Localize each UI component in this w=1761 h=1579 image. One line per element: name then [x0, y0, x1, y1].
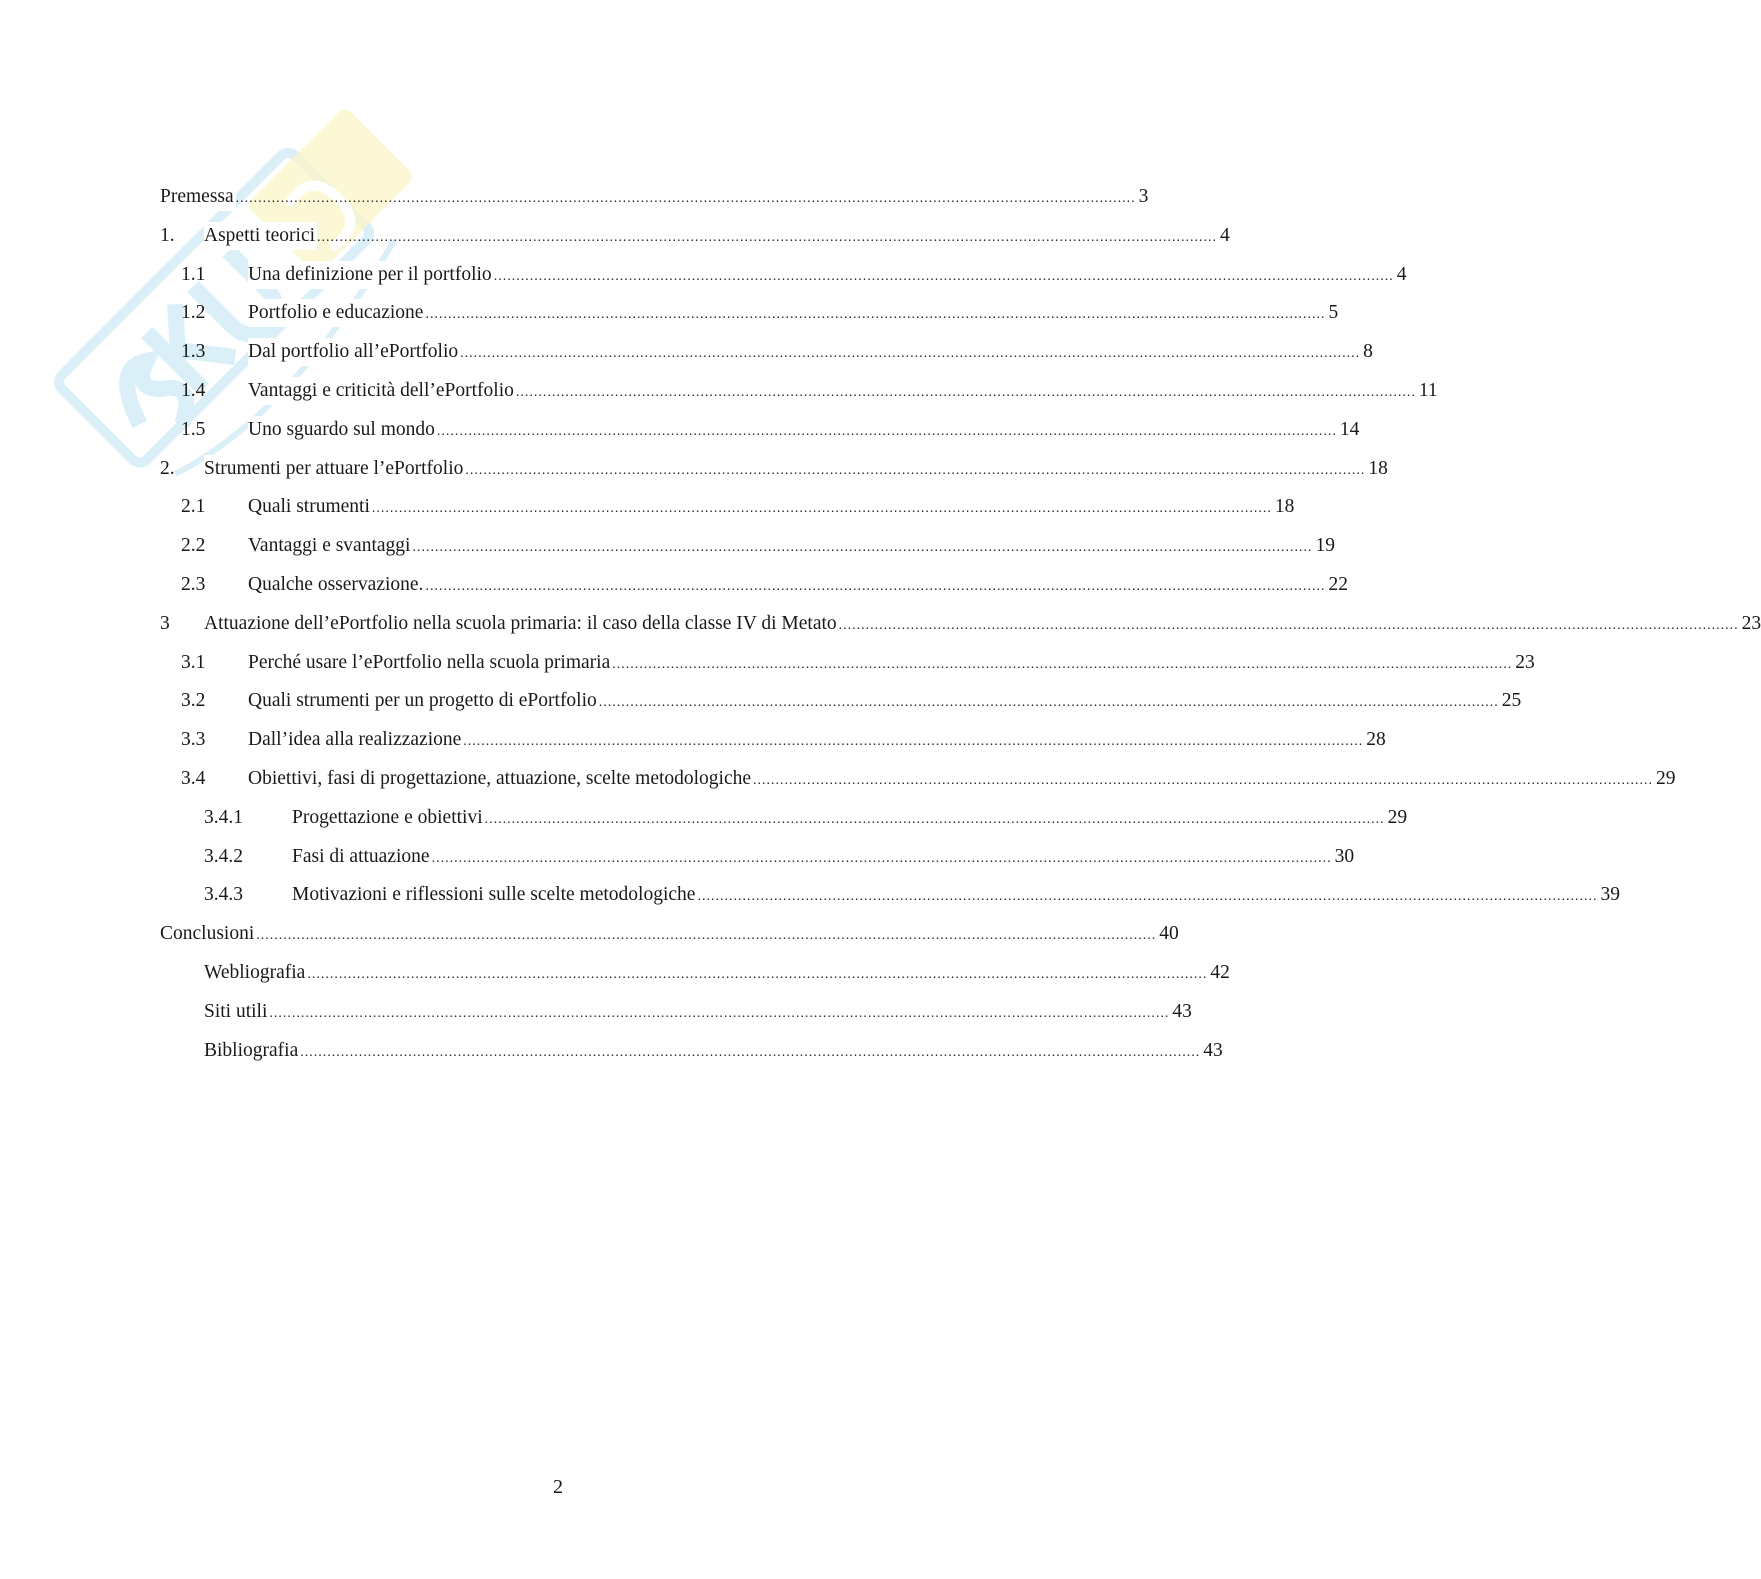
toc-entry[interactable]: [160, 998, 1192, 1037]
toc-entry[interactable]: [160, 377, 1438, 416]
toc-entry-title: Uno sguardo sul mondo: [248, 416, 437, 444]
toc-entry-page: 8: [1360, 338, 1373, 366]
toc-entry[interactable]: [160, 726, 1386, 765]
toc-entry-title: Fasi di attuazione: [292, 843, 432, 871]
toc-entry-title: Siti utili: [204, 998, 269, 1026]
toc-entry-page: 30: [1332, 843, 1355, 871]
toc-entry-page: 43: [1200, 1037, 1223, 1065]
toc-entry-page: 23: [1739, 610, 1761, 638]
toc-dot-leader: ........................................................................................................................................................................................................: [697, 889, 1598, 905]
toc-entry-title: Attuazione dell’ePortfolio nella scuola primaria: il caso della classe IV di Metato: [204, 610, 839, 638]
toc-entry[interactable]: [160, 183, 1149, 222]
toc-entry[interactable]: [160, 571, 1348, 610]
toc-dot-leader: ........................................................................................................................................................................................................: [753, 772, 1654, 788]
toc-dot-leader: ........................................................................................................................................................................................................: [300, 1044, 1201, 1060]
toc-dot-leader: ........................................................................................................................................................................................................: [317, 229, 1218, 245]
toc-entry[interactable]: [160, 261, 1407, 300]
toc-entry[interactable]: [160, 881, 1620, 920]
toc-dot-leader: ........................................................................................................................................................................................................: [515, 384, 1416, 400]
toc-entry-number: 3.1: [181, 651, 206, 673]
toc-dot-leader: ........................................................................................................................................................................................................: [465, 462, 1366, 478]
toc-entry-title: Aspetti teorici: [204, 222, 317, 250]
toc-entry-page: 29: [1385, 804, 1408, 832]
toc-entry-page: 3: [1136, 183, 1149, 211]
toc-entry[interactable]: [160, 1037, 1223, 1076]
toc-entry-title: Perché usare l’ePortfolio nella scuola primaria: [248, 649, 612, 677]
toc-entry-number: 2.1: [181, 496, 206, 518]
toc-entry-number: 2.2: [181, 535, 206, 557]
toc-entry-number: 3.4: [181, 767, 206, 789]
toc-entry-page: 40: [1156, 920, 1179, 948]
toc-dot-leader: ........................................................................................................................................................................................................: [838, 617, 1739, 633]
table-of-contents: [160, 183, 1761, 1075]
toc-dot-leader: ........................................................................................................................................................................................................: [235, 191, 1136, 206]
toc-entry-number: 3.3: [181, 729, 206, 751]
toc-entry-page: 14: [1337, 416, 1360, 444]
toc-dot-leader: ........................................................................................................................................................................................................: [484, 811, 1385, 827]
toc-entry-page: 28: [1363, 726, 1386, 754]
toc-entry-title: Vantaggi e svantaggi: [248, 532, 412, 560]
toc-entry-number: 3.4.2: [204, 845, 243, 867]
toc-entry-number: 2.: [160, 457, 175, 479]
toc-entry-page: 39: [1597, 881, 1620, 909]
toc-entry-title: Motivazioni e riflessioni sulle scelte metodologiche: [292, 881, 697, 909]
toc-dot-leader: ........................................................................................................................................................................................................: [598, 695, 1499, 711]
toc-entry-title: Obiettivi, fasi di progettazione, attuazione, scelte metodologiche: [248, 765, 753, 793]
toc-dot-leader: ........................................................................................................................................................................................................: [425, 578, 1326, 594]
toc-dot-leader: ........................................................................................................................................................................................................: [256, 928, 1157, 944]
toc-entry-page: 22: [1325, 571, 1348, 599]
toc-entry-page: 4: [1394, 261, 1407, 289]
toc-dot-leader: ........................................................................................................................................................................................................: [307, 966, 1208, 982]
toc-entry-title: Dal portfolio all’ePortfolio: [248, 338, 460, 366]
toc-dot-leader: ........................................................................................................................................................................................................: [431, 850, 1332, 866]
toc-entry-page: 18: [1365, 455, 1388, 483]
toc-entry[interactable]: [160, 649, 1535, 688]
toc-entry-page: 4: [1217, 222, 1230, 250]
toc-entry[interactable]: [160, 416, 1360, 455]
toc-dot-leader: ........................................................................................................................................................................................................: [425, 307, 1326, 323]
toc-entry-title: Bibliografia: [204, 1037, 300, 1065]
toc-entry-page: 5: [1325, 299, 1338, 327]
toc-entry-title: Una definizione per il portfolio: [248, 261, 494, 289]
toc-entry[interactable]: [160, 610, 1761, 649]
toc-entry[interactable]: [160, 493, 1295, 532]
toc-entry[interactable]: [160, 532, 1335, 571]
toc-dot-leader: ........................................................................................................................................................................................................: [436, 423, 1337, 439]
toc-entry[interactable]: [160, 687, 1522, 726]
toc-dot-leader: ........................................................................................................................................................................................................: [463, 734, 1364, 750]
toc-dot-leader: ........................................................................................................................................................................................................: [460, 346, 1361, 362]
toc-dot-leader: ........................................................................................................................................................................................................: [412, 540, 1313, 556]
toc-entry-number: 3.4.1: [204, 806, 243, 828]
toc-entry-title: Quali strumenti per un progetto di ePortfolio: [248, 687, 599, 715]
toc-entry-title: Strumenti per attuare l’ePortfolio: [204, 455, 465, 483]
page-number: 2: [553, 1476, 563, 1498]
toc-dot-leader: ........................................................................................................................................................................................................: [493, 268, 1394, 284]
toc-entry-number: 3.4.3: [204, 884, 243, 906]
toc-entry-number: 1.2: [181, 302, 206, 324]
toc-entry-title: Webliografia: [204, 959, 307, 987]
toc-entry-title: Vantaggi e criticità dell’ePortfolio: [248, 377, 516, 405]
toc-entry-title: Progettazione e obiettivi: [292, 804, 485, 832]
toc-entry-number: 1.1: [181, 263, 206, 285]
toc-entry[interactable]: [160, 455, 1388, 494]
toc-dot-leader: ........................................................................................................................................................................................................: [612, 656, 1513, 672]
toc-entry-number: 2.3: [181, 573, 206, 595]
toc-entry-number: 3.2: [181, 690, 206, 712]
toc-dot-leader: ........................................................................................................................................................................................................: [269, 1005, 1170, 1021]
toc-entry-title: Dall’idea alla realizzazione: [248, 726, 463, 754]
toc-entry[interactable]: [160, 959, 1230, 998]
toc-entry[interactable]: [160, 920, 1179, 959]
toc-entry-title: Premessa: [160, 183, 236, 211]
toc-entry-number: 1.: [160, 224, 175, 246]
toc-entry[interactable]: [160, 338, 1373, 377]
toc-entry[interactable]: [160, 299, 1339, 338]
toc-entry-page: 42: [1207, 959, 1230, 987]
toc-entry-page: 18: [1272, 493, 1295, 521]
toc-entry-page: 29: [1653, 765, 1676, 793]
toc-entry-title: Quali strumenti: [248, 493, 372, 521]
toc-entry-title: Conclusioni: [160, 920, 256, 948]
toc-dot-leader: ........................................................................................................................................................................................................: [371, 501, 1272, 517]
toc-entry-number: 1.5: [181, 418, 206, 440]
toc-entry-page: 23: [1512, 649, 1535, 677]
toc-entry-page: 43: [1169, 998, 1192, 1026]
toc-entry-title: Qualche osservazione.: [248, 571, 425, 599]
toc-entry-title: Portfolio e educazione: [248, 299, 425, 327]
toc-entry[interactable]: [160, 765, 1676, 804]
toc-entry[interactable]: [160, 804, 1408, 843]
toc-entry-number: 3: [160, 612, 170, 634]
toc-entry-page: 25: [1499, 687, 1522, 715]
toc-entry-number: 1.4: [181, 379, 206, 401]
toc-entry-page: 11: [1416, 377, 1438, 405]
toc-entry[interactable]: [160, 222, 1230, 261]
toc-entry-number: 1.3: [181, 341, 206, 363]
toc-entry[interactable]: [160, 843, 1355, 882]
toc-entry-page: 19: [1312, 532, 1335, 560]
